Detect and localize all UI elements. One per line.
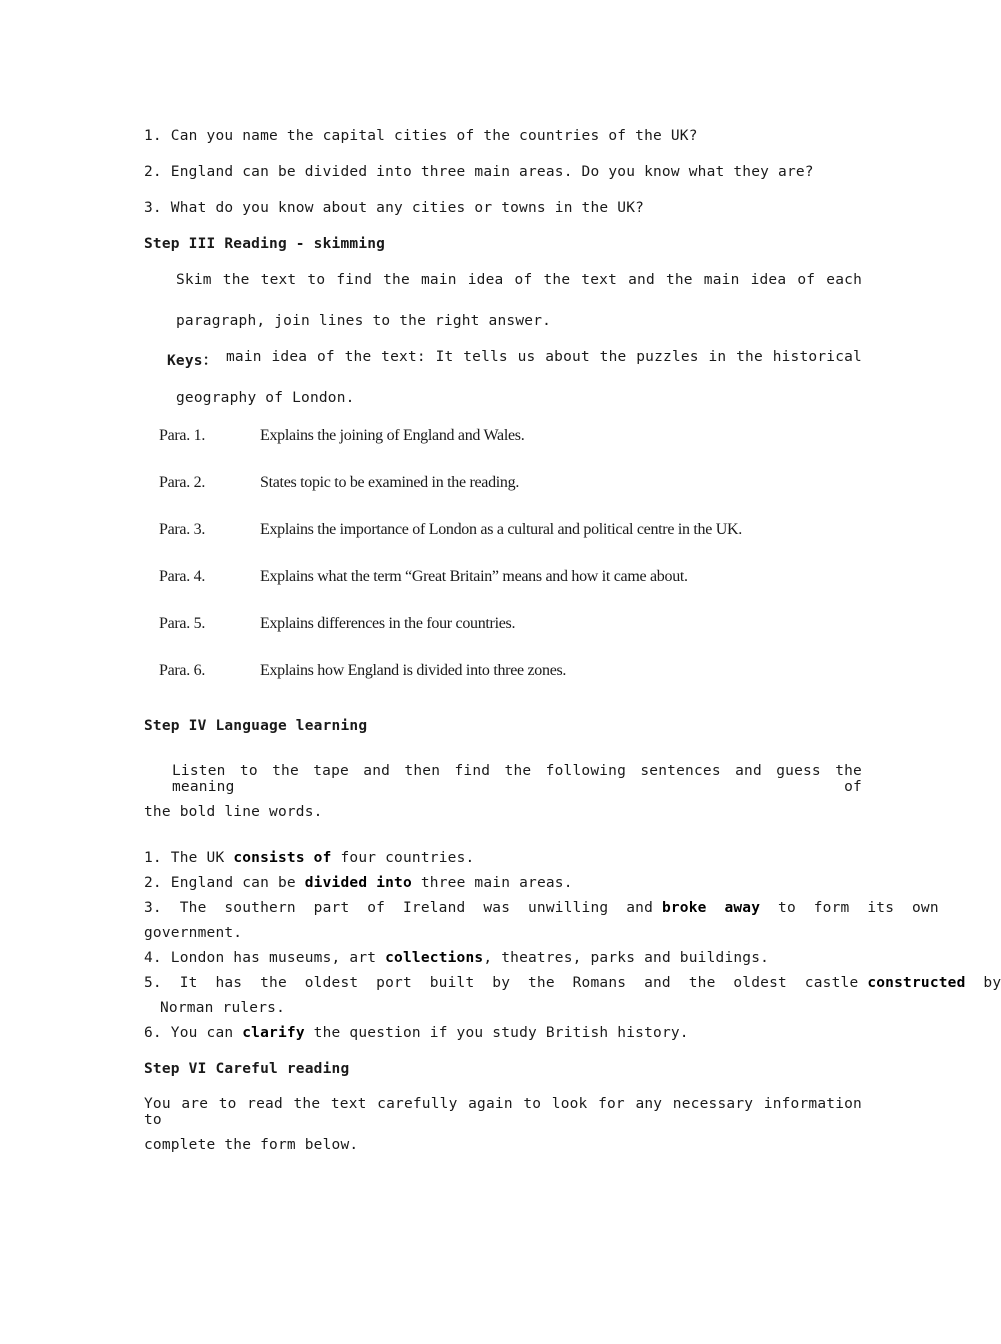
- step4-heading: Step IV Language learning: [144, 718, 368, 734]
- para-4-text: Explains what the term “Great Britain” means and how it came about.: [260, 568, 688, 585]
- para-5-text: Explains differences in the four countries.: [260, 615, 516, 632]
- keys-line1: main idea of the text: It tells us about the puzzles in the historical: [226, 349, 862, 365]
- keys-line2: geography of London.: [176, 390, 355, 406]
- bold-phrase: consists of: [233, 850, 332, 866]
- bold-phrase: divided into: [304, 875, 412, 891]
- step6-instruction-line1: You are to read the text carefully again to look for any necessary information to: [144, 1096, 862, 1128]
- bold-phrase: broke away: [661, 900, 761, 916]
- sentence-5: 5. It has the oldest port built by the Romans and the oldest castle constructed by: [144, 975, 1001, 991]
- para-3-text: Explains the importance of London as a cultural and political centre in the UK.: [260, 521, 742, 538]
- bold-phrase: clarify: [242, 1025, 305, 1041]
- bold-phrase: collections: [385, 950, 484, 966]
- para-6-label: Para. 6.: [159, 662, 206, 679]
- sentence-2: 2. England can be divided into three main areas.: [144, 875, 573, 891]
- step6-instruction-line2: complete the form below.: [144, 1137, 359, 1153]
- para-1-text: Explains the joining of England and Wales.: [260, 427, 525, 444]
- sentence-6: 6. You can clarify the question if you study British history.: [144, 1025, 689, 1041]
- bold-phrase: constructed: [867, 975, 966, 991]
- para-2-label: Para. 2.: [159, 474, 206, 491]
- sentence-3: 3. The southern part of Ireland was unwilling and broke away to form its own: [144, 900, 939, 916]
- para-2-text: States topic to be examined in the reading.: [260, 474, 520, 491]
- question-2: 2. England can be divided into three main areas. Do you know what they are?: [144, 164, 814, 180]
- step4-instruction-line2: the bold line words.: [144, 804, 323, 820]
- step4-instruction-line1: Listen to the tape and then find the following sentences and guess the meaning of: [172, 763, 862, 795]
- para-6-text: Explains how England is divided into three zones.: [260, 662, 567, 679]
- step3-instruction-line1: Skim the text to find the main idea of the text and the main idea of each: [176, 272, 862, 288]
- question-3: 3. What do you know about any cities or towns in the UK?: [144, 200, 645, 216]
- para-4-label: Para. 4.: [159, 568, 206, 585]
- step3-heading: Step III Reading - skimming: [144, 236, 386, 252]
- sentence-3-line2: government.: [144, 925, 243, 941]
- para-3-label: Para. 3.: [159, 521, 206, 538]
- step3-instruction-line2: paragraph, join lines to the right answer.: [176, 313, 552, 329]
- para-1-label: Para. 1.: [159, 427, 206, 444]
- step6-heading: Step VI Careful reading: [144, 1061, 350, 1077]
- question-1: 1. Can you name the capital cities of the countries of the UK?: [144, 128, 698, 144]
- sentence-1: 1. The UK consists of four countries.: [144, 850, 475, 866]
- sentence-5-line2: Norman rulers.: [160, 1000, 286, 1016]
- keys-label: Keys：: [167, 353, 218, 369]
- sentence-4: 4. London has museums, art collections, theatres, parks and buildings.: [144, 950, 770, 966]
- para-5-label: Para. 5.: [159, 615, 206, 632]
